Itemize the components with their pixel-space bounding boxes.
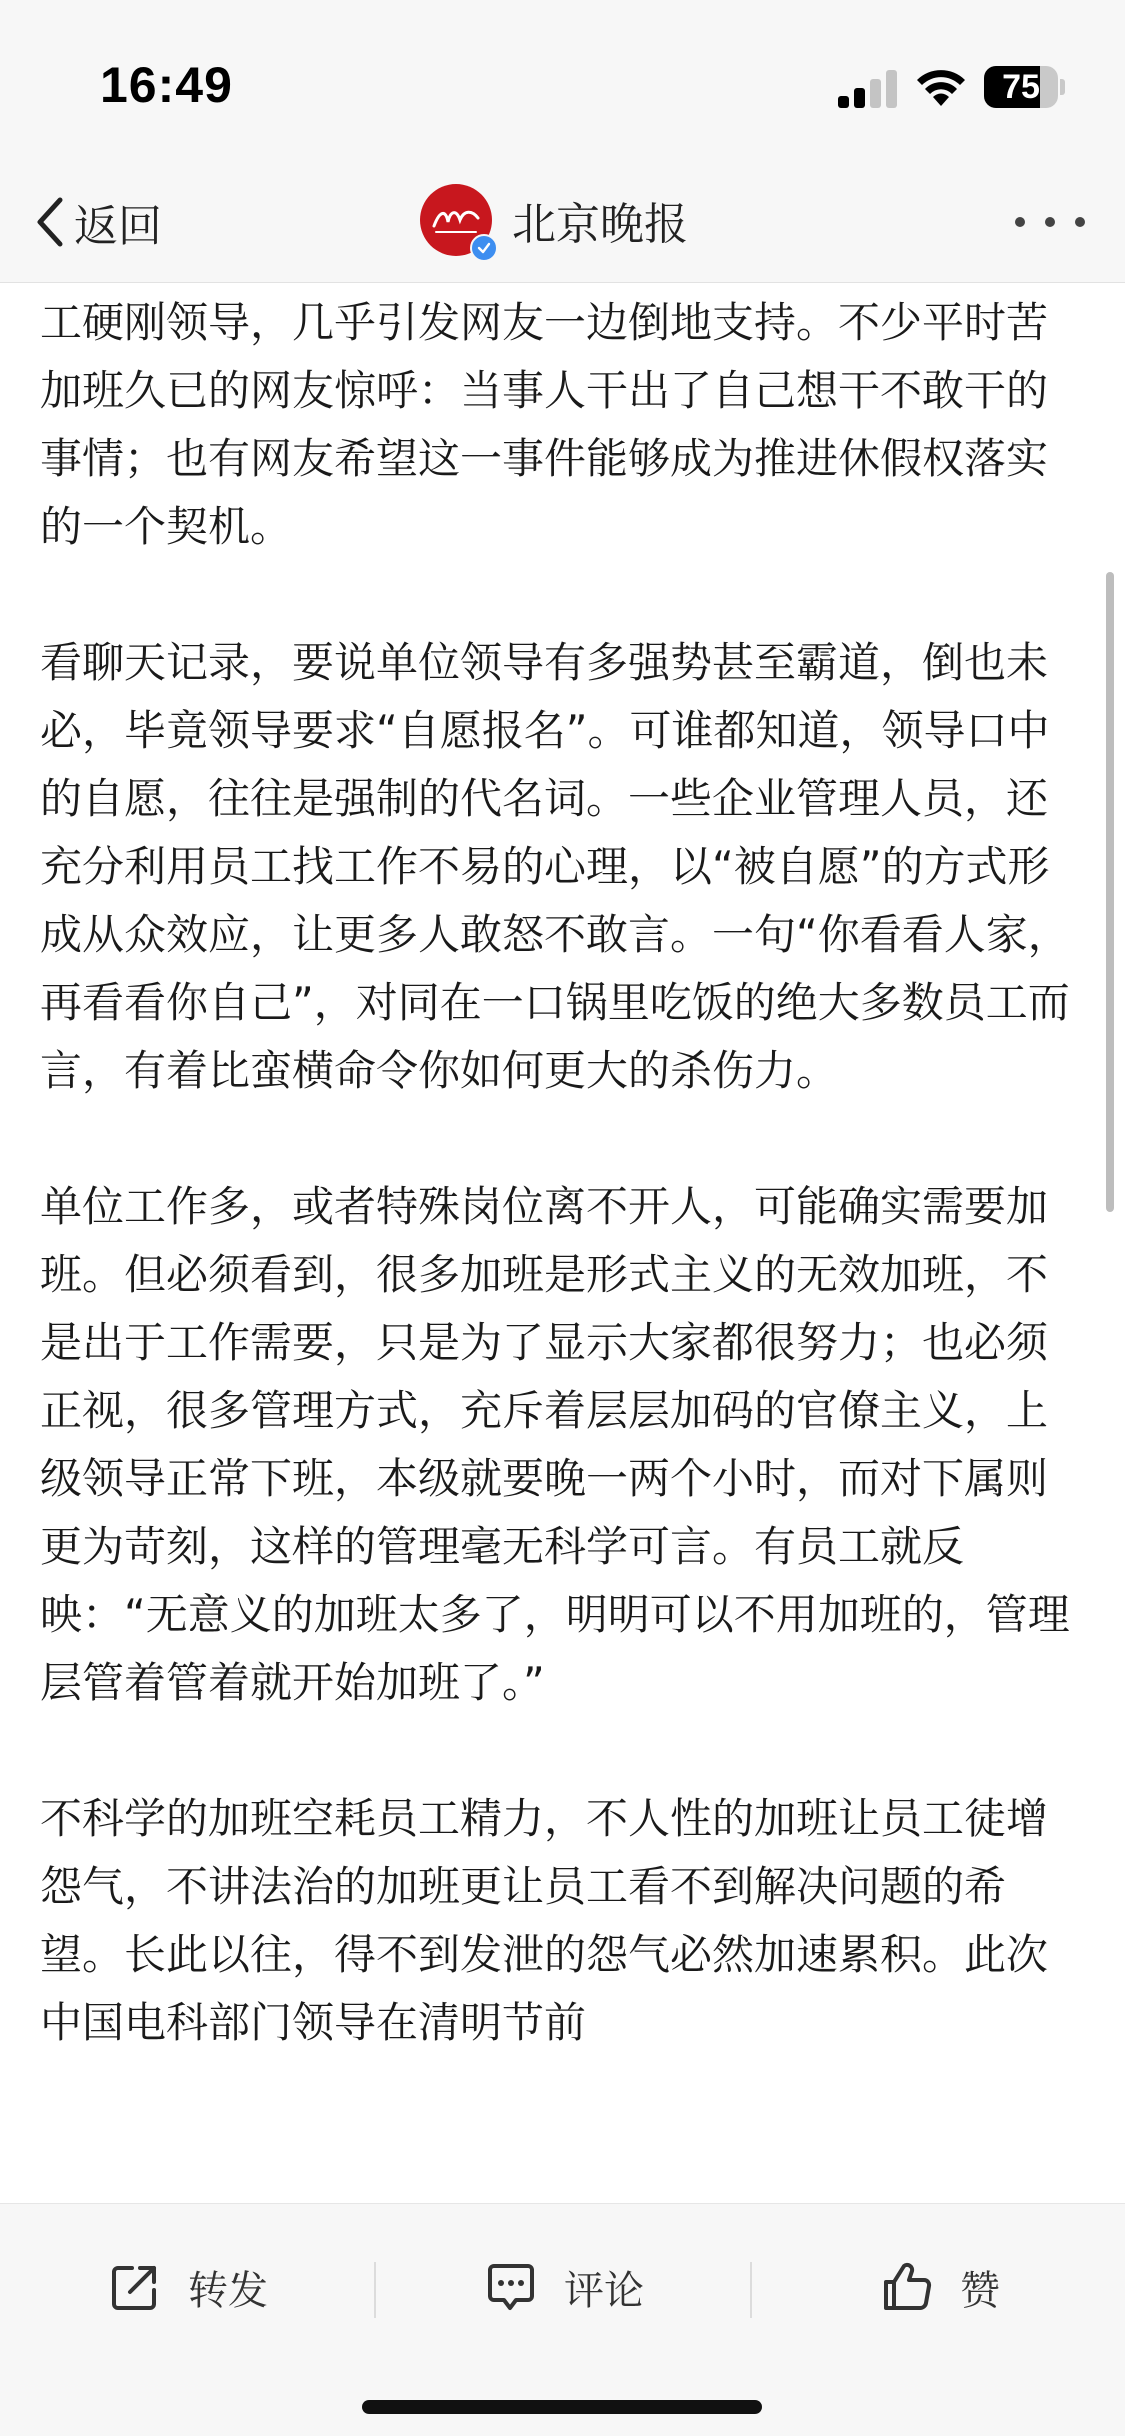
battery-cap — [1060, 79, 1065, 95]
toolbar-divider — [374, 2262, 376, 2318]
battery-body — [984, 66, 1058, 108]
more-dots-icon[interactable] — [1012, 202, 1088, 242]
article-paragraph-1: 工硬刚领导，几乎引发网友一边倒地支持。不少平时苦加班久已的网友惊呼：当事人干出了自己想干不敢干的事情；也有网友希望这一事件能够成为推进休假权落实的一个契机。 — [40, 298, 1049, 551]
home-indicator[interactable] — [362, 2400, 762, 2414]
avatar[interactable] — [420, 184, 492, 256]
status-time: 16:49 — [100, 57, 233, 113]
article-paragraph-4: 不科学的加班空耗员工精力，不人性的加班让员工徒增怨气，不讲法治的加班更让员工看不到解决问题的希望。长此以往，得不到发泄的怨气必然加速累积。此次中国电科部门领导在清明节前 — [40, 1794, 1049, 2047]
share-icon — [108, 2260, 162, 2314]
bottom-toolbar — [0, 2203, 1125, 2436]
article-paragraph-2: 看聊天记录，要说单位领导有多强势甚至霸道，倒也未必，毕竟领导要求“自愿报名”。可谁都知道，领导口中的自愿，往往是强制的代名词。一些企业管理人员，还充分利用员工找工作不易的心理，以“被自愿”的方式形成从众效应，让更多人敢怒不敢言。一句“你看看人家，再看看你自己”，对同在一口锅里吃饭的绝大多数员工而言，有着比蛮横命令你如何更大的杀伤力。 — [40, 638, 1070, 1095]
check-icon — [477, 241, 491, 255]
share-button[interactable] — [108, 2252, 268, 2322]
battery-level: 75 — [1002, 68, 1040, 106]
article-body[interactable] — [0, 283, 1125, 2203]
verified-badge — [470, 234, 498, 262]
like-label: 赞 — [960, 2267, 1000, 2314]
comment-icon — [484, 2260, 538, 2314]
nav-bar — [0, 160, 1125, 283]
article-content — [40, 283, 1085, 2125]
comment-button[interactable] — [484, 2252, 644, 2322]
comment-label: 评论 — [564, 2267, 644, 2314]
signal-icon — [838, 68, 900, 108]
back-button[interactable] — [30, 182, 162, 262]
wifi-icon — [914, 64, 968, 108]
back-label: 返回 — [74, 201, 162, 252]
like-button[interactable] — [880, 2252, 1000, 2322]
battery-icon — [984, 66, 1064, 108]
share-label: 转发 — [188, 2267, 268, 2314]
chevron-left-icon — [30, 192, 70, 252]
newspaper-logo-icon — [428, 200, 484, 240]
page-title: 北京晚报 — [512, 199, 688, 250]
scrollbar[interactable] — [1106, 572, 1114, 1212]
article-paragraph-3: 单位工作多，或者特殊岗位离不开人，可能确实需要加班。但必须看到，很多加班是形式主义的无效加班，不是出于工作需要，只是为了显示大家都很努力；也必须正视，很多管理方式，充斥着层层加码的官僚主义，上级领导正常下班，本级就要晚一两个小时，而对下属则更为苛刻，这样的管理毫无科学可言。有员工就反映：“无意义的加班太多了，明明可以不用加班的，管理层管着管着就开始加班了。” — [40, 1182, 1070, 1707]
toolbar-divider — [750, 2262, 752, 2318]
thumbs-up-icon — [880, 2260, 934, 2314]
status-bar — [0, 0, 1125, 160]
account-header[interactable] — [420, 180, 688, 260]
